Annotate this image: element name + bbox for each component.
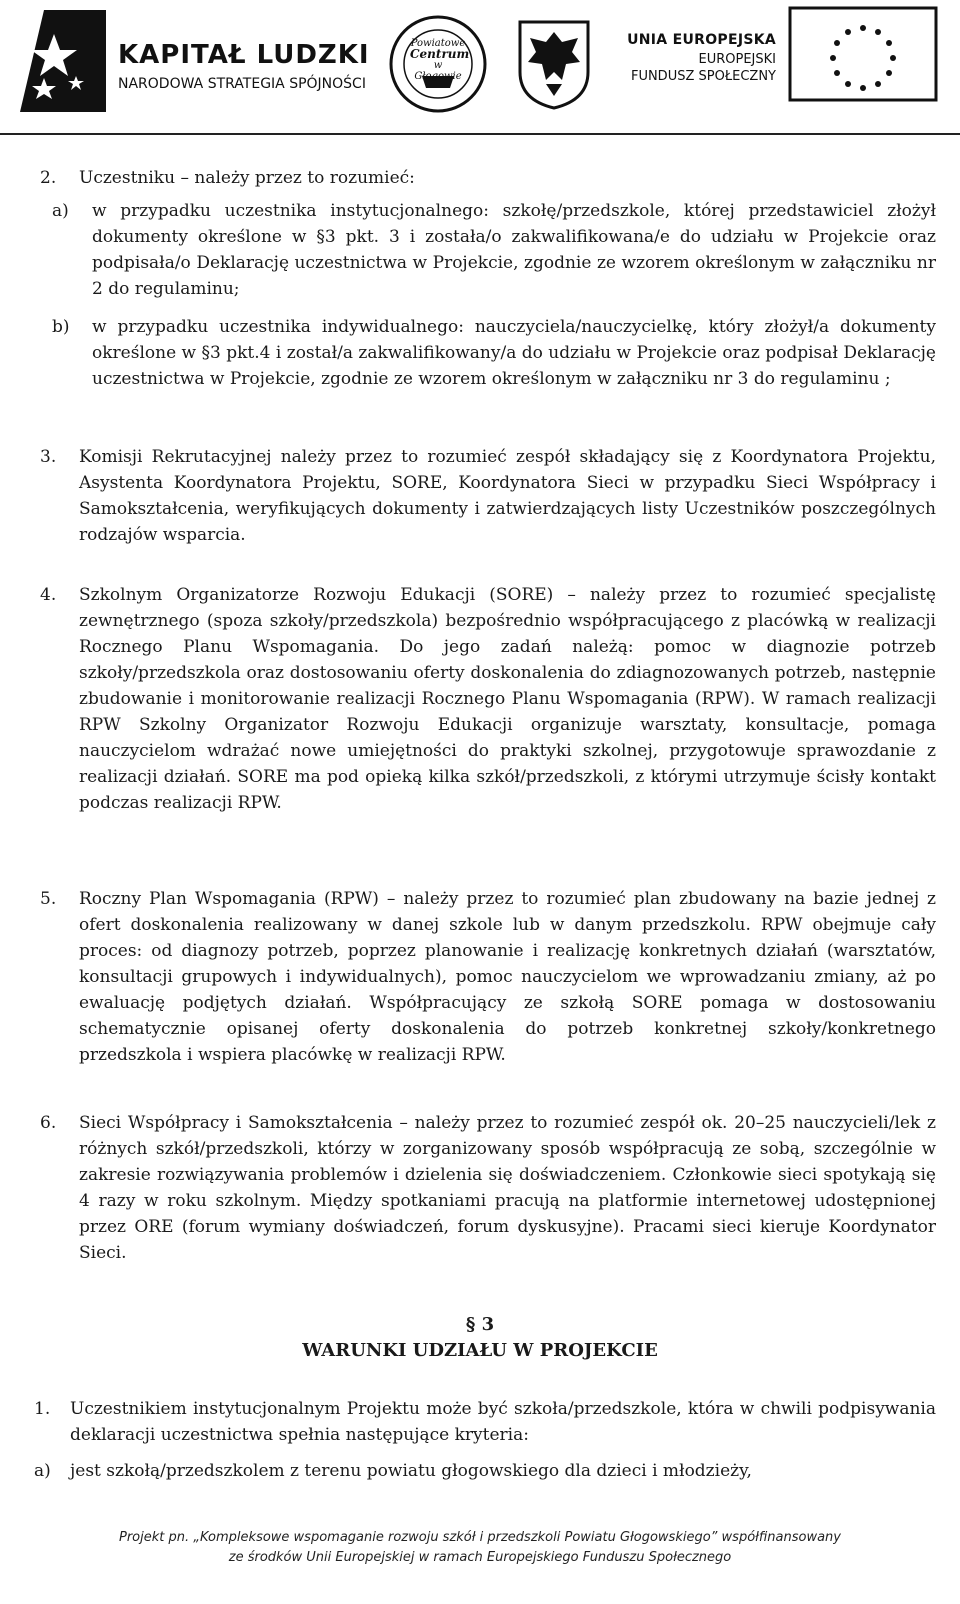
item-number: 2.: [40, 168, 57, 188]
section-title: WARUNKI UDZIAŁU W PROJEKCIE: [302, 1340, 658, 1361]
item-2-text: Uczestniku – należy przez to rozumieć:: [79, 168, 415, 188]
condition-1-text: Uczestnikiem instytucjonalnym Projektu może być szkoła/przedszkole, która w chwili podpisywania deklaracji uczestnictwa spełnia następujące kryteria:: [70, 1399, 936, 1445]
eu-line-1: UNIA EUROPEJSKA: [627, 32, 776, 48]
kapital-ludzki-title: KAPITAŁ LUDZKI: [118, 40, 370, 70]
item-number: 1.: [34, 1399, 51, 1419]
eu-line-3: FUNDUSZ SPOŁECZNY: [630, 69, 776, 84]
item-4-text: Szkolnym Organizatorze Rozwoju Edukacji (SORE) – należy przez to rozumieć specjalistę zewnętrznego (spoza szkoły/przedszkola) bezpośrednio współpracującego z placówką w realizacji Rocznego Planu Wspomagania. Do jego zadań należą: pomoc w diagnozie potrzeb szkoły/przedszkola oraz dostosowaniu oferty doskonalenia do zdiagnozowanych potrzeb, następnie zbudowanie i monitorowanie realizacji Rocznego Planu Wspomagania (RPW). W ramach realizacji RPW Szkolny Organizator Rozwoju Edukacji organizuje warsztaty, konsultacje, pomaga nauczycielom wdrażać nowe umiejętności do praktyki szkolnej, przygotowuje sprawozdanie z realizacji działań. SORE ma pod opieką kilka szkół/przedszkoli, z którymi utrzymuje ścisły kontakt podczas realizacji RPW.: [79, 585, 936, 813]
item-letter: b): [52, 317, 70, 337]
kapital-ludzki-subtitle: NARODOWA STRATEGIA SPÓJNOŚCI: [118, 76, 366, 92]
footer-line-1: Projekt pn. „Kompleksowe wspomaganie rozwoju szkół i przedszkoli Powiatu Głogowskiego” współfinansowany: [119, 1530, 841, 1545]
footer-line-2: ze środków Unii Europejskiej w ramach Europejskiego Funduszu Społecznego: [228, 1550, 732, 1565]
item-letter: a): [34, 1461, 51, 1481]
eu-line-2: EUROPEJSKI: [698, 52, 776, 67]
item-number: 3.: [40, 447, 57, 467]
item-2a-text: w przypadku uczestnika instytucjonalnego: szkołę/przedszkole, której przedstawiciel złożył dokumenty określone w §3 pkt. 3 i została/o zakwalifikowana/e do udziału w Projekcie oraz podpisała/o Deklarację uczestnictwa w Projekcie, zgodnie ze wzorem określonym w załączniku nr 2 do regulaminu;: [92, 201, 936, 299]
item-5-text: Roczny Plan Wspomagania (RPW) – należy przez to rozumieć plan zbudowany na bazie jednej z ofert doskonalenia realizowany w danej szkole lub w danym przedszkolu. RPW obejmuje cały proces: od diagnozy potrzeb, poprzez planowanie i realizację konkretnych działań (warsztatów, konsultacji grupowych i indywidualnych), pomoc nauczycielom we wprowadzaniu zmiany, aż po ewaluację podjętych działań. Współpracujący ze szkołą SORE pomaga w dostosowaniu schematycznie opisanej oferty doskonalenia do potrzeb konkretnej szkoły/konkretnego przedszkola i wspiera placówkę w realizacji RPW.: [79, 889, 936, 1065]
page-footer: [0, 1528, 960, 1568]
item-number: 6.: [40, 1113, 57, 1133]
seal-line-3: w Głogowie: [414, 60, 462, 82]
item-2b-text: w przypadku uczestnika indywidualnego: nauczyciela/nauczycielkę, który złożył/a dokumenty określone w §3 pkt.4 i został/a zakwalifikowany/a do udziału w Projekcie oraz podpisał Deklarację uczestnictwa w Projekcie, zgodnie ze wzorem określonym w załączniku nr 3 do regulaminu ;: [92, 317, 936, 389]
item-6-text: Sieci Współpracy i Samokształcenia – należy przez to rozumieć zespół ok. 20–25 nauczycieli/lek z różnych szkół/przedszkoli, którzy w zorganizowany sposób współpracują ze sobą, szczególnie w zakresie rozwiązywania problemów i dzielenia się doświadczeniem. Członkowie sieci spotykają się 4 razy w roku szkolnym. Między spotkaniami pracują na platformie internetowej udostępnionej przez ORE (forum wymiany doświadczeń, forum dyskusyjne). Pracami sieci kieruje Koordynator Sieci.: [79, 1113, 936, 1263]
section-sign: § 3: [465, 1314, 495, 1335]
seal-line-1: Powiatowe: [410, 38, 466, 49]
item-number: 5.: [40, 889, 57, 909]
item-3-text: Komisji Rekrutacyjnej należy przez to rozumieć zespół składający się z Koordynatora Projektu, Asystenta Koordynatora Projektu, SORE, Koordynatora Sieci w przypadku Sieci Współpracy i Samokształcenia, weryfikujących dokumenty i zatwierdzających listy Uczestników poszczególnych rodzajów wsparcia.: [79, 447, 936, 545]
item-letter: a): [52, 201, 69, 221]
item-number: 4.: [40, 585, 57, 605]
seal-line-2: Centrum: [410, 47, 470, 61]
condition-1a-text: jest szkołą/przedszkolem z terenu powiatu głogowskiego dla dzieci i młodzieży,: [70, 1461, 752, 1481]
